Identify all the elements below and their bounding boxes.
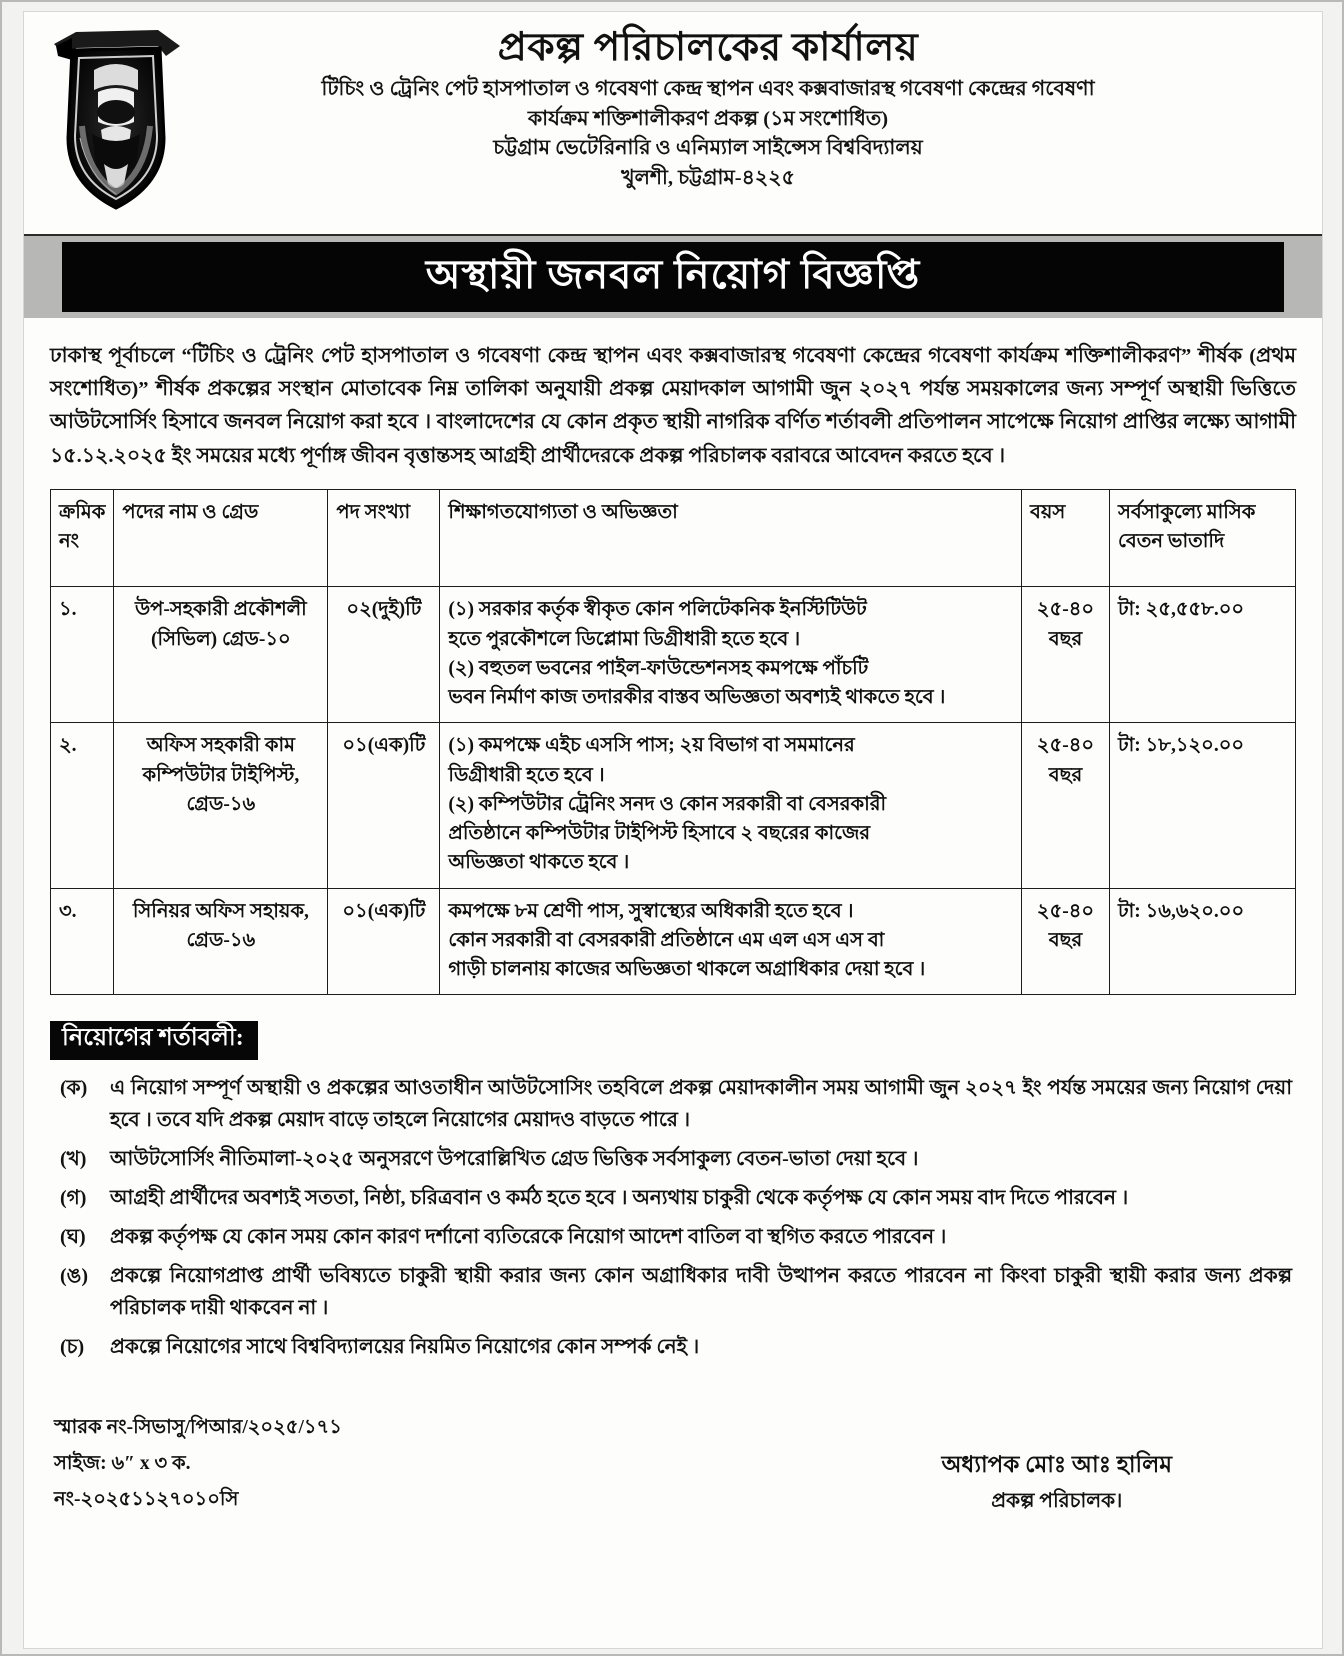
qualification-line: (২) বহুতল ভবনের পাইল-ফাউন্ডেশনসহ কমপক্ষে পাঁচটি [448, 657, 869, 679]
conditions-heading: নিয়োগের শর্তাবলী: [50, 1021, 258, 1059]
list-text: প্রকল্প কর্তৃপক্ষ যে কোন সময় কোন কারণ দর্শানো ব্যতিরেকে নিয়োগ আদেশ বাতিল বা স্থগিত করতে পারবেন । [110, 1225, 947, 1248]
col-header-serial: ক্রমিক নং [51, 489, 114, 587]
qualification-line: (১) কমপক্ষে এইচ এসসি পাস; ২য় বিভাগ বা সমমানের [448, 735, 855, 757]
conditions-heading-wrapper [24, 1001, 1322, 1059]
cell-serial: ২. [51, 723, 114, 888]
col-header-salary: সর্বসাকুল্যে মাসিক বেতন ভাতাদি [1110, 489, 1296, 587]
table-body [51, 587, 1296, 995]
qualification-line: ভবন নির্মাণ কাজ তদারকীর বাস্তব অভিজ্ঞতা অবশ্যই থাকতে হবে । [448, 687, 946, 709]
list-marker: (খ) [60, 1147, 87, 1170]
cell-vacancies: ০১(এক)টি [328, 888, 440, 995]
letterhead-text [44, 26, 1302, 194]
cell-post [114, 587, 328, 723]
qualification-line: কোন সরকারী বা বেসরকারী প্রতিষ্ঠানে এম এল এস এস বা [448, 929, 885, 951]
qualification-line: গাড়ী চালনায় কাজের অভিজ্ঞতা থাকলে অগ্রাধিকার দেয়া হবে । [448, 959, 926, 981]
post-name-line: অফিস সহকারী কাম [146, 735, 295, 757]
post-name-line: কম্পিউটার টাইপিস্ট, [142, 764, 300, 786]
cell-age [1022, 587, 1110, 723]
university-crest-icon [46, 26, 186, 214]
table-row [51, 723, 1296, 888]
memo-number: স্মারক নং-সিভাসু/পিআর/২০২৫/১৭১ [54, 1416, 342, 1438]
table-row [51, 888, 1296, 995]
age-range: ২৫-৪০ [1036, 735, 1095, 757]
list-marker: (চ) [60, 1335, 85, 1358]
cell-vacancies: ০১(এক)টি [328, 723, 440, 888]
list-marker: (ঙ) [60, 1264, 88, 1287]
office-title: প্রকল্প পরিচালকের কার্যালয় [497, 26, 919, 69]
age-unit: বছর [1048, 764, 1083, 786]
post-grade-line: গ্রেড-১৬ [186, 793, 256, 815]
list-item [54, 1143, 1292, 1175]
cell-salary: টা: ২৫,৫৫৮.০০ [1110, 587, 1296, 723]
list-marker: (গ) [60, 1186, 87, 1209]
signatory-name: অধ্যাপক মোঃ আঃ হালিম [941, 1451, 1172, 1477]
signature-block [942, 1445, 1172, 1518]
reference-number: নং-২০২৫১১২৭০১০সি [54, 1488, 239, 1510]
project-name-line-2: কার্যক্রম শক্তিশালীকরণ প্রকল্প (১ম সংশোধিত) [527, 107, 889, 130]
list-item [54, 1182, 1292, 1214]
footer [24, 1370, 1322, 1520]
col-header-post: পদের নাম ও গ্রেড [114, 489, 328, 587]
qualification-line: অভিজ্ঞতা থাকতে হবে । [448, 852, 630, 874]
list-text: আউটসোর্সিং নীতিমালা-২০২৫ অনুসরণে উপরোল্লিখিত গ্রেড ভিত্তিক সর্বসাকুল্য বেতন-ভাতা দেয়া হবে । [110, 1147, 919, 1170]
col-header-age: বয়স [1022, 489, 1110, 587]
vacancy-table [50, 489, 1296, 996]
list-marker: (ক) [60, 1076, 88, 1099]
vacancy-table-wrapper [24, 481, 1322, 1002]
cell-post [114, 888, 328, 995]
post-name-line: সিনিয়র অফিস সহায়ক, [132, 900, 309, 922]
project-name-line-1: টিচিং ও ট্রেনিং পেট হাসপাতাল ও গবেষণা কেন্দ্র স্থাপন এবং কক্সবাজারস্থ গবেষণা কেন্দ্রের গবেষণা [321, 77, 1095, 100]
table-header-row [51, 489, 1296, 587]
advert-size: সাইজ: ৬″ x ৩ ক. [54, 1452, 191, 1474]
post-grade-line: (সিভিল) গ্রেড-১০ [151, 628, 291, 650]
table-row [51, 587, 1296, 723]
list-text: এ নিয়োগ সম্পূর্ণ অস্থায়ী ও প্রকল্পের আওতাধীন আউটসোসিং তহবিলে প্রকল্প মেয়াদকালীন সময় আগামী জুন ২০২৭ ইং পর্যন্ত সময়ের জন্য নিয়োগ দেয়া হবে । তবে যদি প্রকল্প মেয়াদ বাড়ে তাহলে নিয়োগের মেয়াদও বাড়তে পারে । [110, 1076, 1292, 1131]
conditions-list [24, 1060, 1322, 1363]
university-name: চট্টগ্রাম ভেটেরিনারি ও এনিম্যাল সাইন্সেস বিশ্ববিদ্যালয় [493, 137, 923, 160]
col-header-qualification: শিক্ষাগতযোগ্যতা ও অভিজ্ঞতা [440, 489, 1022, 587]
list-item [54, 1331, 1292, 1363]
cell-qualification [440, 888, 1022, 995]
letterhead [24, 12, 1322, 230]
table-head [51, 489, 1296, 587]
cell-age [1022, 888, 1110, 995]
list-text: প্রকল্পে নিয়োগপ্রাপ্ত প্রার্থী ভবিষ্যতে চাকুরী স্থায়ী করার জন্য কোন অগ্রাধিকার দাবী উত্থাপন করতে পারবেন না কিংবা চাকুরী স্থায়ী করার জন্য প্রকল্প পরিচালক দায়ী থাকবেন না । [110, 1264, 1292, 1319]
qualification-line: হতে পুরকৌশলে ডিপ্লোমা ডিগ্রীধারী হতে হবে । [448, 628, 801, 650]
post-name-line: উপ-সহকারী প্রকৌশলী [134, 599, 307, 621]
cell-salary: টা: ১৬,৬২০.০০ [1110, 888, 1296, 995]
list-item [54, 1072, 1292, 1136]
address-line: খুলশী, চট্টগ্রাম-৪২২৫ [621, 167, 795, 189]
list-item [54, 1260, 1292, 1324]
post-grade-line: গ্রেড-১৬ [186, 929, 256, 951]
intro-paragraph: ঢাকাস্থ পূর্বাচলে “টিচিং ও ট্রেনিং পেট হাসপাতাল ও গবেষণা কেন্দ্র স্থাপন এবং কক্সবাজারস্থ গবেষণা কেন্দ্রের গবেষণা কার্যক্রম শক্তিশালীকরণ” শীর্ষক (প্রথম সংশোধিত)” শীর্ষক প্রকল্পের সংস্থান মোতাবেক নিম্ন তালিকা অনুযায়ী প্রকল্প মেয়াদকাল আগামী জুন ২০২৭ পর্যন্ত সময়কালের জন্য সম্পূর্ণ অস্থায়ী ভিত্তিতে আউটসোর্সিং হিসাবে জনবল নিয়োগ করা হবে । বাংলাদেশের যে কোন প্রকৃত স্থায়ী নাগরিক বর্ণিত শর্তাবলী প্রতিপালন সাপেক্ষে নিয়োগ প্রাপ্তির লক্ষ্যে আগামী ১৫.১২.২০২৫ ইং সময়ের মধ্যে পূর্ণাঙ্গ জীবন বৃত্তান্তসহ আগ্রহী প্রার্থীদেরকে প্রকল্প পরিচালক বরাবরে আবেদন করতে হবে । [50, 345, 1296, 467]
age-range: ২৫-৪০ [1036, 900, 1095, 922]
age-unit: বছর [1048, 628, 1083, 650]
notice-title-banner: অস্থায়ী জনবল নিয়োগ বিজ্ঞপ্তি [62, 242, 1284, 312]
notice-sheet [24, 12, 1322, 1648]
qualification-line: (১) সরকার কর্তৃক স্বীকৃত কোন পলিটেকনিক ইনস্টিটিউট [448, 599, 867, 621]
cell-qualification [440, 723, 1022, 888]
cell-vacancies: ০২(দুই)টি [328, 587, 440, 723]
cell-age [1022, 723, 1110, 888]
cell-post [114, 723, 328, 888]
banner-band [24, 236, 1322, 318]
list-marker: (ঘ) [60, 1225, 86, 1248]
col-header-vacancies: পদ সংখ্যা [328, 489, 440, 587]
age-unit: বছর [1048, 929, 1083, 951]
signatory-role: প্রকল্প পরিচালক। [991, 1489, 1123, 1512]
qualification-line: ডিগ্রীধারী হতে হবে । [448, 764, 605, 786]
cell-salary: টা: ১৮,১২০.০০ [1110, 723, 1296, 888]
cell-serial: ৩. [51, 888, 114, 995]
qualification-line: প্রতিষ্ঠানে কম্পিউটার টাইপিস্ট হিসাবে ২ বছরের কাজের [448, 823, 871, 845]
qualification-line: কমপক্ষে ৮ম শ্রেণী পাস, সুস্বাস্থ্যের অধিকারী হতে হবে । [448, 900, 854, 922]
footer-reference-block [54, 1410, 698, 1518]
qualification-line: (২) কম্পিউটার ট্রেনিং সনদ ও কোন সরকারী বা বেসরকারী [448, 793, 887, 815]
cell-qualification [440, 587, 1022, 723]
list-item [54, 1221, 1292, 1253]
list-text: প্রকল্পে নিয়োগের সাথে বিশ্ববিদ্যালয়ের নিয়মিত নিয়োগের কোন সম্পর্ক নেই । [110, 1335, 700, 1358]
cell-serial: ১. [51, 587, 114, 723]
list-text: আগ্রহী প্রার্থীদের অবশ্যই সততা, নিষ্ঠা, চরিত্রবান ও কর্মঠ হতে হবে । অন্যথায় চাকুরী থেকে কর্তৃপক্ষ যে কোন সময় বাদ দিতে পারবেন । [110, 1186, 1129, 1209]
age-range: ২৫-৪০ [1036, 599, 1095, 621]
